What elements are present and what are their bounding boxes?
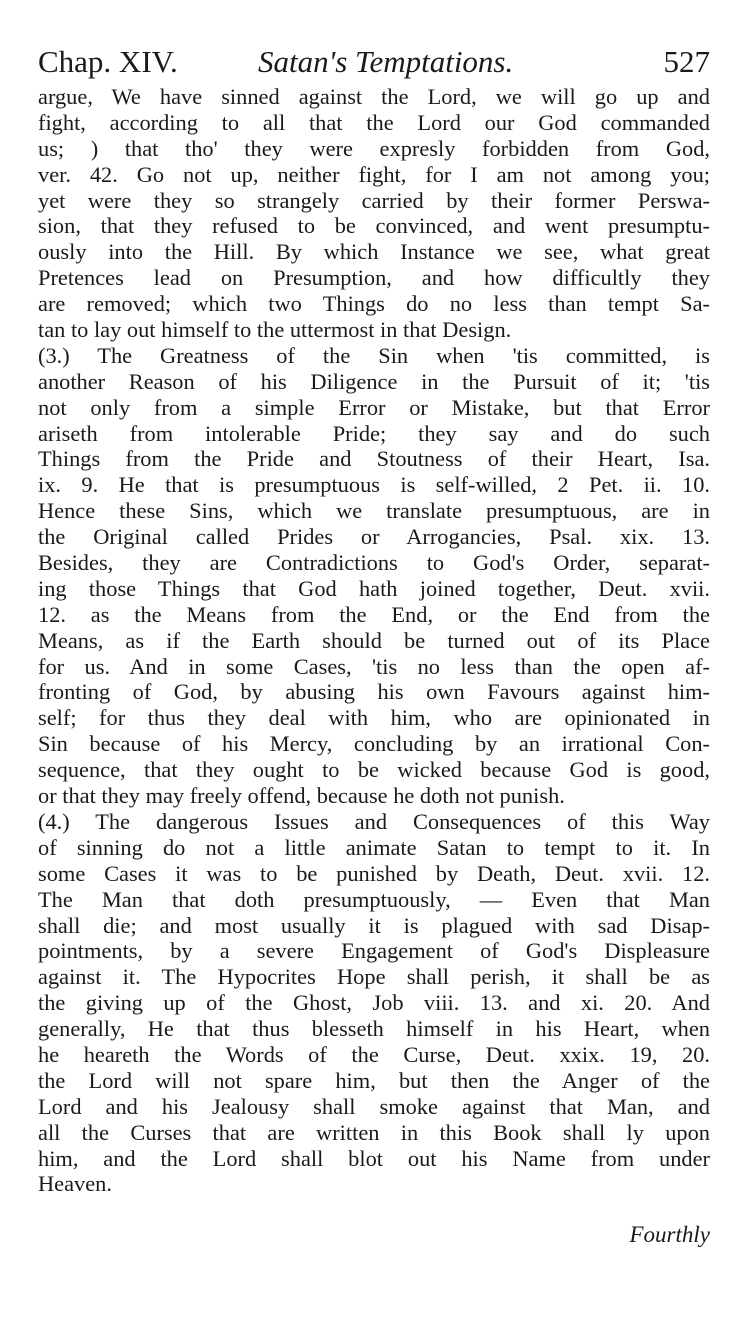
text-line: (4.) The dangerous Issues and Consequences of this Way — [38, 808, 710, 834]
text-line: Means, as if the Earth should be turned out of its Place — [38, 627, 710, 653]
text-line: ing those Things that God hath joined together, Deut. xvii. — [38, 575, 710, 601]
text-line: all the Curses that are written in this Book shall ly upon — [38, 1119, 710, 1145]
running-title: Satan's Temptations. — [258, 44, 514, 79]
text-line: are removed; which two Things do no less than tempt Sa- — [38, 291, 710, 317]
text-line: of sinning do not a little animate Satan to tempt to it. In — [38, 834, 710, 860]
text-line: Lord and his Jealousy shall smoke against that Man, and — [38, 1093, 710, 1119]
page-body-text — [38, 84, 710, 1197]
catchword: Fourthly — [629, 1222, 710, 1247]
text-line: argue, We have sinned against the Lord, we will go up and — [38, 84, 710, 109]
text-line: Things from the Pride and Stoutness of their Heart, Isa. — [38, 446, 710, 472]
text-line: us; ) that tho' they were expresly forbidden from God, — [38, 135, 710, 161]
text-line: sion, that they refused to be convinced, and went presumptu- — [38, 213, 710, 239]
text-line: generally, He that thus blesseth himself in his Heart, when — [38, 1016, 710, 1042]
text-line: fight, according to all that the Lord our God commanded — [38, 109, 710, 135]
text-line: ously into the Hill. By which Instance we see, what great — [38, 239, 710, 265]
text-line: Sin because of his Mercy, concluding by an irrational Con- — [38, 731, 710, 757]
text-line: he heareth the Words of the Curse, Deut. xxix. 19, 20. — [38, 1041, 710, 1067]
text-line: tan to lay out himself to the uttermost in that Design. — [38, 317, 512, 343]
text-line: The Man that doth presumptuously, — Even that Man — [38, 886, 710, 912]
text-line: sequence, that they ought to be wicked because God is good, — [38, 757, 710, 783]
text-line: (3.) The Greatness of the Sin when 'tis committed, is — [38, 342, 710, 368]
text-line: against it. The Hypocrites Hope shall perish, it shall be as — [38, 964, 710, 990]
running-header — [38, 40, 710, 84]
text-line: Heaven. — [38, 1171, 112, 1197]
text-line: yet were they so strangely carried by their former Perswa- — [38, 187, 710, 213]
text-line: the Original called Prides or Arrogancies, Psal. xix. 13. — [38, 524, 710, 550]
chapter-heading: Chap. XIV. — [38, 44, 178, 79]
text-line: ver. 42. Go not up, neither fight, for I am not among you; — [38, 161, 710, 187]
text-line: 12. as the Means from the End, or the End from the — [38, 601, 710, 627]
text-line: shall die; and most usually it is plagued with sad Disap- — [38, 912, 710, 938]
text-line: ariseth from intolerable Pride; they say and do such — [38, 420, 710, 446]
text-line: another Reason of his Diligence in the Pursuit of it; 'tis — [38, 368, 710, 394]
text-line: for us. And in some Cases, 'tis no less than the open af- — [38, 653, 710, 679]
text-line: ix. 9. He that is presumptuous is self-willed, 2 Pet. ii. 10. — [38, 472, 710, 498]
text-line: some Cases it was to be punished by Death, Deut. xvii. 12. — [38, 860, 710, 886]
text-line: the Lord will not spare him, but then the Anger of the — [38, 1067, 710, 1093]
text-line: not only from a simple Error or Mistake, but that Error — [38, 394, 710, 420]
text-line: the giving up of the Ghost, Job viii. 13. and xi. 20. And — [38, 990, 710, 1016]
text-line: Pretences lead on Presumption, and how difficultly they — [38, 265, 710, 291]
text-line: him, and the Lord shall blot out his Name from under — [38, 1145, 710, 1171]
text-line: self; for thus they deal with him, who are opinionated in — [38, 705, 710, 731]
text-line: or that they may freely offend, because he doth not punish. — [38, 783, 565, 809]
text-line: Besides, they are Contradictions to God's Order, separat- — [38, 550, 710, 576]
text-line: Hence these Sins, which we translate presumptuous, are in — [38, 498, 710, 524]
text-line: pointments, by a severe Engagement of God's Displeasure — [38, 938, 710, 964]
text-line: fronting of God, by abusing his own Favours against him- — [38, 679, 710, 705]
page-number: 527 — [663, 44, 710, 79]
